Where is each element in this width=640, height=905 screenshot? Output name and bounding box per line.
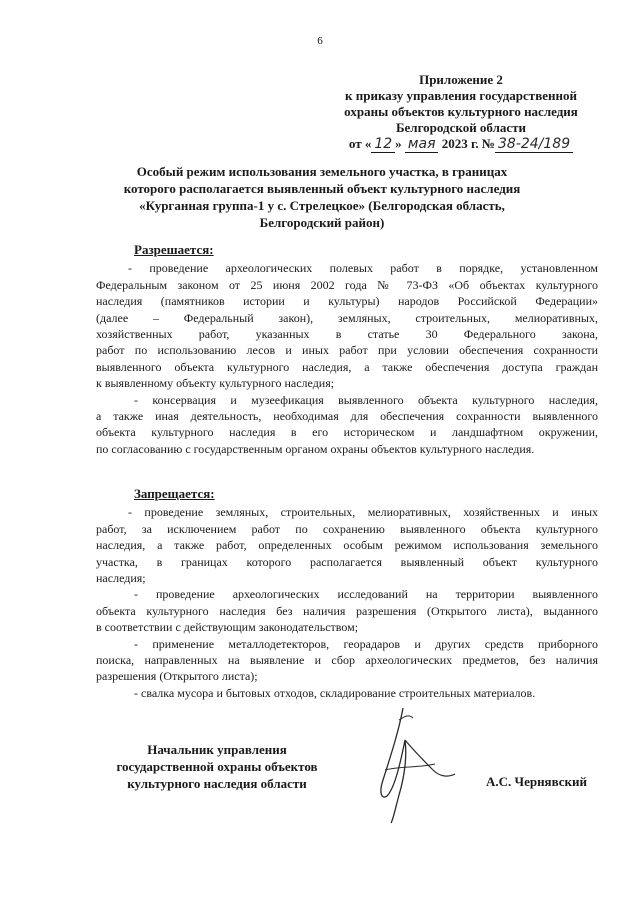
text-line: работ, за исключением работ по сохранению выявленного объекта культурного bbox=[96, 521, 598, 536]
text-line: а также иная деятельность, необходимая для обеспечения сохранности выявленного bbox=[96, 409, 598, 424]
title-line: «Курганная группа-1 у с. Стрелецкое» (Белгородская область, bbox=[139, 198, 505, 213]
text-line: - свалка мусора и бытовых отходов, складирование строительных материалов. bbox=[134, 685, 536, 700]
text-line: участка, в границах которого располагается выявленный объект культурного bbox=[96, 554, 598, 569]
appendix-header bbox=[326, 72, 596, 152]
date-prefix: от « bbox=[348, 136, 372, 151]
text-line: - проведение земляных, строительных, мелиоративных, хозяйственных и иных bbox=[128, 505, 598, 520]
prohibited-section bbox=[96, 486, 598, 701]
document-title bbox=[95, 163, 549, 231]
text-line: объекта культурного наследия без наличия разрешения (Открытого листа), выданного bbox=[96, 603, 598, 618]
handwritten-day: 12 bbox=[371, 136, 395, 153]
text-line: объекта культурного наследия в его историческом и ландшафтном окружении, bbox=[96, 425, 598, 440]
appendix-title: Приложение 2 bbox=[419, 72, 503, 87]
date-year: 2023 г. № bbox=[441, 136, 495, 151]
signer-title-line: Начальник управления bbox=[147, 742, 287, 757]
text-line: - применение металлодетекторов, георадаров и других средств приборного bbox=[134, 636, 598, 651]
text-line: наследия (памятников истории и культуры) народов Российской Федерации» bbox=[96, 294, 598, 309]
date-mid: » bbox=[395, 136, 402, 151]
appendix-line: к приказу управления государственной bbox=[345, 88, 577, 103]
prohibited-heading: Запрещается: bbox=[134, 486, 215, 501]
text-line: работ по использованию лесов и иных работ при условии обеспечения сохранности bbox=[96, 343, 598, 358]
appendix-line: Белгородской области bbox=[395, 120, 527, 135]
text-line: наследия, а также работ, определенных особым режимом использования земельного bbox=[96, 538, 598, 553]
text-line: - консервация и музеефикация выявленного объекта культурного наследия, bbox=[134, 392, 598, 407]
appendix-line: охраны объектов культурного наследия bbox=[344, 104, 578, 119]
handwritten-month: мая bbox=[405, 136, 439, 153]
text-line: наследия; bbox=[96, 571, 146, 586]
text-line: разрешения (Открытого листа); bbox=[96, 669, 258, 684]
text-line: в соответствии с действующим законодательством; bbox=[96, 620, 359, 635]
signer-name: А.С. Чернявский bbox=[486, 774, 588, 789]
title-line: Белгородский район) bbox=[259, 215, 385, 230]
signer-title bbox=[96, 741, 338, 792]
text-line: (далее – Федеральный закон), земляных, строительных, мелиоративных, bbox=[96, 310, 598, 325]
allowed-section bbox=[96, 242, 598, 457]
text-line: Федеральным законом от 25 июня 2002 года № 73-ФЗ «Об объектах культурного bbox=[96, 277, 598, 292]
signer-title-line: культурного наследия области bbox=[127, 776, 307, 791]
handwritten-order-number: 38-24/189 bbox=[495, 136, 573, 153]
text-line: выявленного объекта культурного наследия, а также обеспечения доступа граждан bbox=[96, 359, 598, 374]
signer-title-line: государственной охраны объектов bbox=[116, 759, 318, 774]
allowed-heading: Разрешается: bbox=[134, 242, 214, 257]
text-line: к выявленному объекту культурного наследия; bbox=[96, 376, 335, 391]
title-line: Особый режим использования земельного участка, в границах bbox=[136, 164, 508, 179]
text-line: поиска, направленных на выявление и сбор археологических предметов, без наличия bbox=[96, 653, 598, 668]
text-line: - проведение археологических полевых работ в порядке, установленном bbox=[128, 261, 598, 276]
text-line: - проведение археологических исследований на территории выявленного bbox=[134, 587, 598, 602]
text-line: хозяйственных работ, указанных в статье 30 Федерального закона, bbox=[96, 327, 598, 342]
handwritten-signature bbox=[355, 700, 465, 825]
title-line: которого располагается выявленный объект культурного наследия bbox=[123, 181, 521, 196]
text-line: по согласованию с государственным органом охраны объектов культурного наследия. bbox=[96, 441, 535, 456]
page-number: 6 bbox=[317, 35, 323, 47]
order-date-line bbox=[326, 136, 596, 152]
